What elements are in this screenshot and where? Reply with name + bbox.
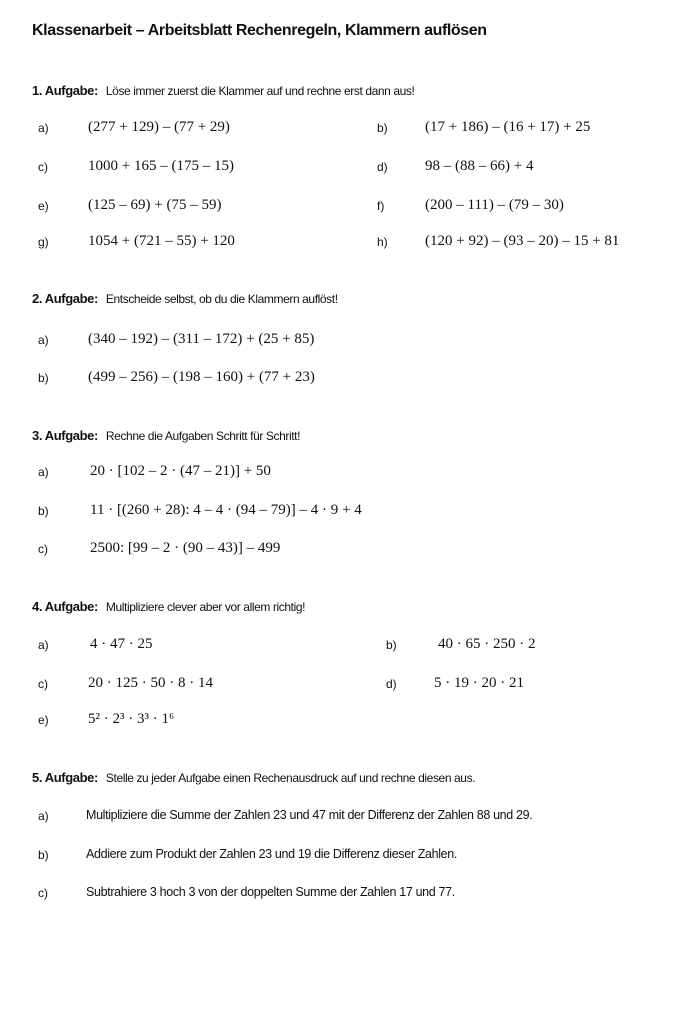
item-label: c) — [38, 677, 48, 691]
item-label: c) — [38, 542, 48, 556]
item-expression: 1000 + 165 – (175 – 15) — [88, 158, 234, 174]
task-instruction: Multipliziere clever aber vor allem richtig! — [105, 600, 306, 614]
item-expression: 1054 + (721 – 55) + 120 — [88, 233, 235, 249]
task-number: 1. Aufgabe: — [32, 83, 98, 98]
item-expression: (277 + 129) – (77 + 29) — [88, 119, 230, 135]
item-expression: 98 – (88 – 66) + 4 — [425, 158, 534, 174]
worksheet-title: Klassenarbeit – Arbeitsblatt Rechenregeln, Klammern auflösen — [32, 22, 487, 39]
task-2-heading — [32, 291, 338, 306]
item-label: b) — [377, 121, 388, 135]
item-expression: 20 · [102 – 2 · (47 – 21)] + 50 — [90, 463, 271, 479]
item-expression: 5² · 2³ · 3³ · 1⁶ — [88, 711, 175, 727]
item-label: b) — [38, 504, 49, 518]
task-instruction: Löse immer zuerst die Klammer auf und rechne erst dann aus! — [105, 84, 415, 98]
task-5-heading — [32, 770, 475, 785]
item-text: Subtrahiere 3 hoch 3 von der doppelten Summe der Zahlen 17 und 77. — [86, 885, 455, 899]
task-number: 2. Aufgabe: — [32, 291, 98, 306]
item-label: b) — [38, 371, 49, 385]
item-expression: 11 · [(260 + 28): 4 – 4 · (94 – 79)] – 4 · 9 + 4 — [90, 502, 362, 518]
item-label: a) — [38, 333, 49, 347]
item-expression: (340 – 192) – (311 – 172) + (25 + 85) — [88, 331, 315, 347]
item-label: a) — [38, 809, 49, 823]
item-expression: (120 + 92) – (93 – 20) – 15 + 81 — [425, 233, 620, 249]
item-expression: (17 + 186) – (16 + 17) + 25 — [425, 119, 591, 135]
item-expression: (125 – 69) + (75 – 59) — [88, 197, 222, 213]
item-label: g) — [38, 235, 49, 249]
item-label: e) — [38, 199, 49, 213]
item-expression: 4 · 47 · 25 — [90, 636, 153, 652]
item-text: Multipliziere die Summe der Zahlen 23 und 47 mit der Differenz der Zahlen 88 und 29. — [86, 808, 533, 822]
item-label: e) — [38, 713, 49, 727]
task-4-heading — [32, 599, 305, 614]
item-expression: 2500: [99 – 2 · (90 – 43)] – 499 — [90, 540, 281, 556]
item-label: b) — [386, 638, 397, 652]
task-number: 5. Aufgabe: — [32, 770, 98, 785]
item-expression: 40 · 65 · 250 · 2 — [438, 636, 536, 652]
item-text: Addiere zum Produkt der Zahlen 23 und 19 die Differenz dieser Zahlen. — [86, 847, 457, 861]
task-instruction: Stelle zu jeder Aufgabe einen Rechenausdruck auf und rechne diesen aus. — [105, 771, 476, 785]
task-instruction: Rechne die Aufgaben Schritt für Schritt! — [105, 429, 301, 443]
task-1-heading — [32, 83, 414, 98]
item-label: c) — [38, 160, 48, 174]
item-label: c) — [38, 886, 48, 900]
item-label: a) — [38, 465, 49, 479]
item-expression: 20 · 125 · 50 · 8 · 14 — [88, 675, 213, 691]
task-number: 4. Aufgabe: — [32, 599, 98, 614]
item-expression: 5 · 19 · 20 · 21 — [434, 675, 524, 691]
task-instruction: Entscheide selbst, ob du die Klammern auflöst! — [105, 292, 338, 306]
task-number: 3. Aufgabe: — [32, 428, 98, 443]
item-label: f) — [377, 199, 385, 213]
task-3-heading — [32, 428, 300, 443]
item-label: h) — [377, 235, 388, 249]
item-expression: (200 – 111) – (79 – 30) — [425, 197, 564, 213]
item-label: d) — [377, 160, 388, 174]
item-label: a) — [38, 121, 49, 135]
item-label: a) — [38, 638, 49, 652]
item-expression: (499 – 256) – (198 – 160) + (77 + 23) — [88, 369, 315, 385]
item-label: b) — [38, 848, 49, 862]
item-label: d) — [386, 677, 397, 691]
